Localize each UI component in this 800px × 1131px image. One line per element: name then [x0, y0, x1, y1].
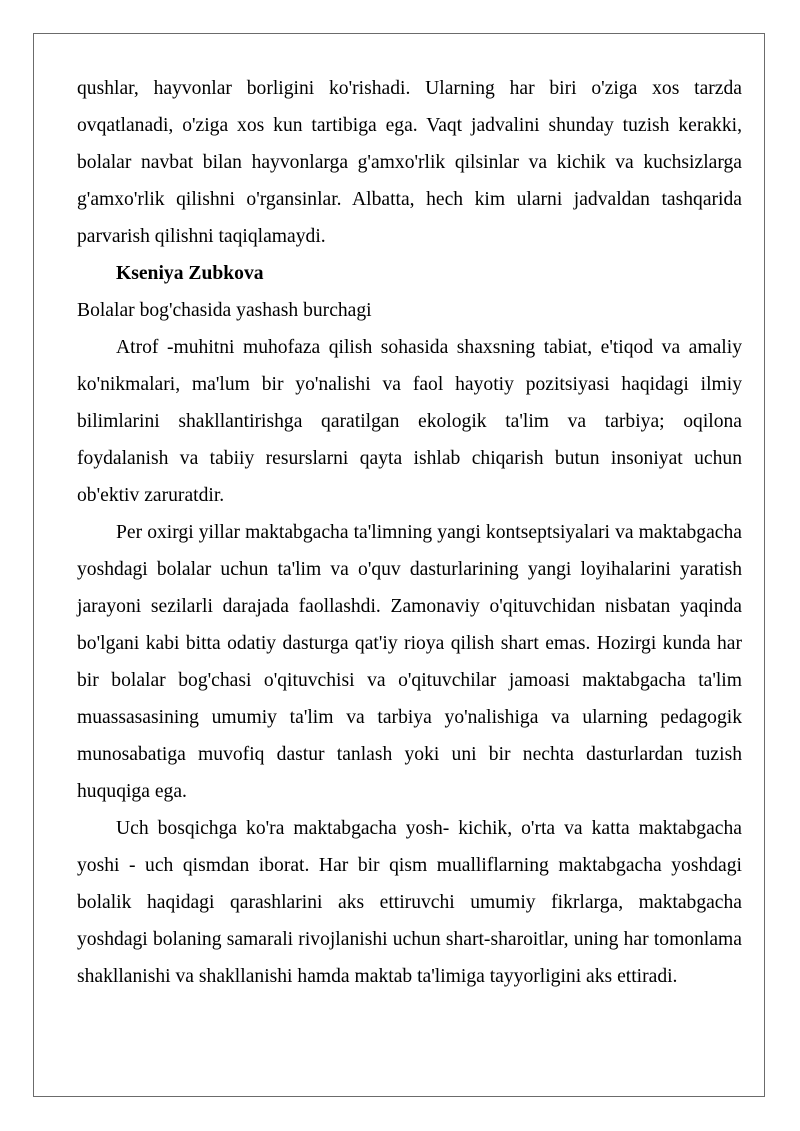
document-body [77, 70, 742, 995]
body-paragraph: Atrof -muhitni muhofaza qilish sohasida shaxsning tabiat, e'tiqod va amaliy ko'nikmalari, ma'lum bir yo'nalishi va faol hayotiy pozitsiyasi haqidagi ilmiy bilimlarini shakllantirishga qaratilgan ekologik ta'lim va tarbiya; oqilona foydalanish va tabiiy resurslarni qayta ishlab chiqarish butun insoniyat uchun ob'ektiv zaruratdir. [77, 337, 742, 506]
paragraph-continuation: qushlar, hayvonlar borligini ko'rishadi. Ularning har biri o'ziga xos tarzda ovqatlanadi, o'ziga xos kun tartibiga ega. Vaqt jadvalini shunday tuzish kerakki, bolalar navbat bilan hayvonlarga g'amxo'rlik qilsinlar va kichik va kuchsizlarga g'amxo'rlik qilishni o'rgansinlar. Albatta, hech kim ularni jadvaldan tashqarida parvarish qilishni taqiqlamaydi. [77, 78, 742, 247]
author-name: Kseniya Zubkova [116, 263, 264, 284]
body-paragraph: Uch bosqichga ko'ra maktabgacha yosh- kichik, o'rta va katta maktabgacha yoshi - uch qismdan iborat. Har bir qism mualliflarning maktabgacha yoshdagi bolalik haqidagi qarashlarini aks ettiruvchi umumiy fikrlarga, maktabgacha yoshdagi bolaning samarali rivojlanishi uchun shart-sharoitlar, uning har tomonlama shakllanishi va shakllanishi hamda maktab ta'limiga tayyorligini aks ettiradi. [77, 818, 742, 987]
article-title: Bolalar bog'chasida yashash burchagi [77, 300, 372, 321]
body-paragraph: Per oxirgi yillar maktabgacha ta'limning yangi kontseptsiyalari va maktabgacha yoshdagi bolalar uchun ta'lim va o'quv dasturlarining yangi loyihalarini yaratish jarayoni sezilarli darajada faollashdi. Zamonaviy o'qituvchidan nisbatan yaqinda bo'lgani kabi bitta odatiy dasturga qat'iy rioya qilish shart emas. Hozirgi kunda har bir bolalar bog'chasi o'qituvchisi va o'qituvchilar jamoasi maktabgacha ta'lim muassasasining umumiy ta'lim va tarbiya yo'nalishiga va ularning pedagogik munosabatiga muvofiq dastur tanlash yoki uni bir nechta dasturlardan tuzish huquqiga ega. [77, 522, 742, 802]
